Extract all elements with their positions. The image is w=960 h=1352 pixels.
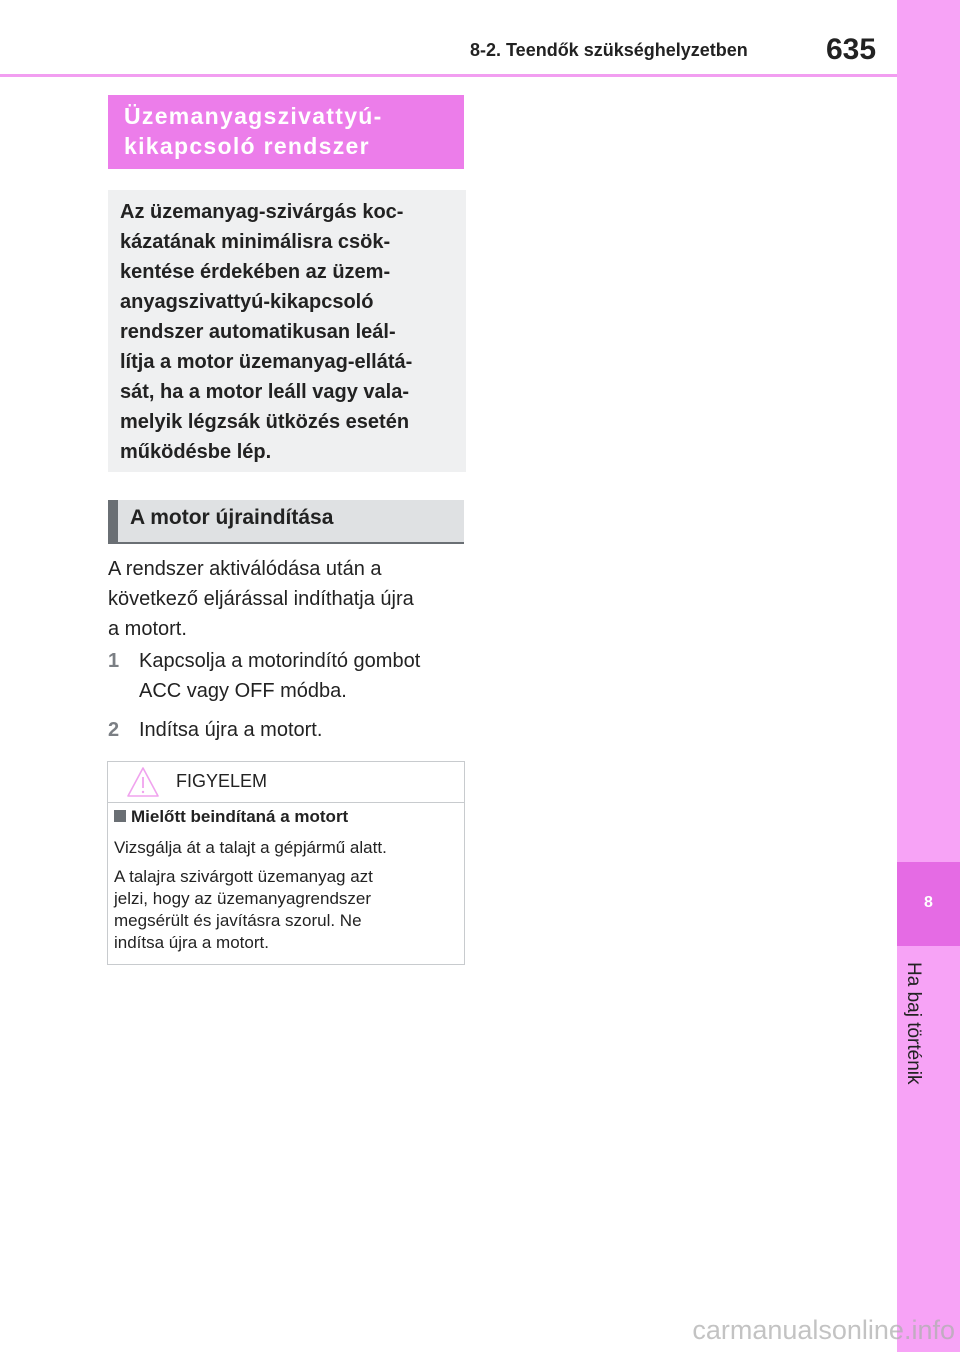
fuel-pump-heading-text: Üzemanyagszivattyú- kikapcsoló rendszer xyxy=(124,103,383,159)
square-bullet-icon xyxy=(114,810,126,822)
restart-section-heading xyxy=(108,500,464,544)
header-divider xyxy=(0,74,897,77)
watermark: carmanualsonline.info xyxy=(692,1315,955,1345)
warning-triangle-icon xyxy=(126,766,160,798)
warning-subheading-text: Mielőtt beindítaná a motort xyxy=(131,807,349,826)
warning-paragraph: A talajra szivárgott üzemanyag azt jelzi, hogy az üzemanyagrendszer megsérült és javításra szorul. Ne indítsa újra a motort. xyxy=(114,867,373,952)
step-number: 1 xyxy=(108,650,120,672)
chapter-number: 8 xyxy=(924,894,933,911)
fuel-pump-info-text: Az üzemanyag-szivárgás koc- kázatának minimálisra csök- kentése érdekében az üzem- anyagszivattyú-kikapcsoló rendszer automatikusan leál- lítja a motor üzemanyag-ellátá- sát, ha a motor leáll vagy vala- melyik légzsák ütközés esetén működésbe lép. xyxy=(120,201,413,463)
restart-heading-text: A motor újraindítása xyxy=(130,506,334,529)
step-text: Kapcsolja a motorindító gombot ACC vagy OFF módba. xyxy=(139,650,421,702)
step-item xyxy=(108,715,468,745)
fuel-pump-section-heading xyxy=(108,95,464,169)
step-item xyxy=(108,646,468,706)
warning-subheading xyxy=(114,807,348,827)
step-number: 2 xyxy=(108,719,120,741)
warning-box xyxy=(107,761,465,965)
warning-instruction: Vizsgálja át a talajt a gépjármű alatt. xyxy=(114,838,387,857)
chapter-side-tab xyxy=(897,0,960,1352)
page-number: 635 xyxy=(826,33,877,66)
fuel-pump-info-box xyxy=(108,190,466,472)
restart-intro-paragraph: A rendszer aktiválódása után a következő eljárással indíthatja újra a motort. xyxy=(108,558,414,640)
warning-header xyxy=(108,762,464,803)
chapter-title: Ha baj történik xyxy=(903,962,924,1085)
step-text: Indítsa újra a motort. xyxy=(139,719,323,741)
section-title: 8-2. Teendők szükséghelyzetben xyxy=(470,40,748,60)
warning-label: FIGYELEM xyxy=(176,771,268,791)
